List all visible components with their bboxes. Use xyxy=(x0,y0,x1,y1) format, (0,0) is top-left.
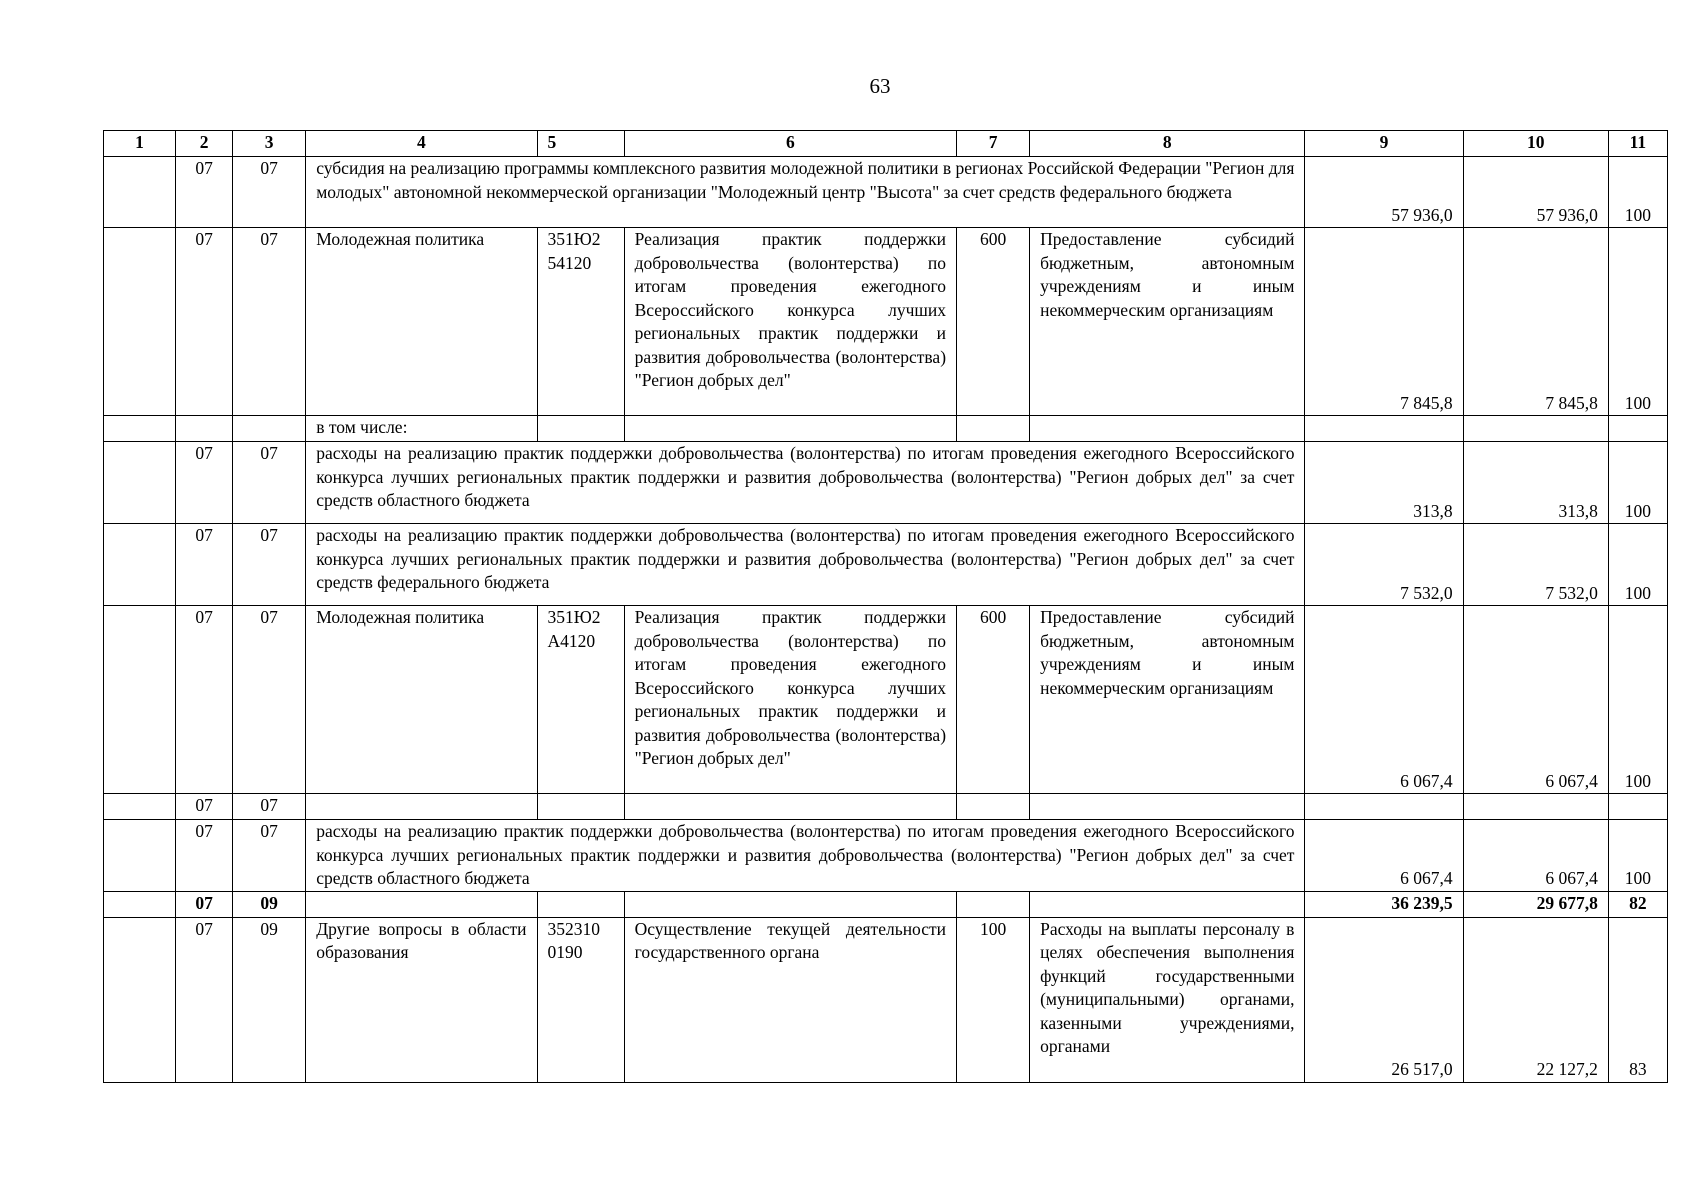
cell-plan: 7 845,8 xyxy=(1305,228,1463,416)
cell-type-code: 100 xyxy=(957,917,1030,1082)
cell-percent: 100 xyxy=(1608,606,1667,794)
cell-name: Молодежная политика xyxy=(306,606,537,794)
cell-percent: 100 xyxy=(1608,820,1667,892)
cell-description: расходы на реализацию практик поддержки добровольчества (волонтерства) по итогам проведения ежегодного Всероссийского конкурса лучших региональных практик поддержки и развития добровольчества (волонтерства) "Регион добрых дел" за счет средств федерального бюджета xyxy=(306,524,1305,606)
cell-section: 07 xyxy=(176,442,233,524)
cell-expense-desc: Реализация практик поддержки добровольчества (волонтерства) по итогам проведения ежегодного Всероссийского конкурса лучших региональных практик поддержки и развития добровольчества (волонтерства) "Регион добрых дел" xyxy=(624,228,956,416)
cell-col1 xyxy=(104,794,176,820)
cell-subsection: 07 xyxy=(233,794,306,820)
cell-col1 xyxy=(104,524,176,606)
cell-percent xyxy=(1608,416,1667,442)
cell-type-desc: Предоставление субсидий бюджетным, автономным учреждениям и иным некоммерческим организациям xyxy=(1030,606,1305,794)
budget-table xyxy=(103,130,1668,1083)
cell-subsection: 07 xyxy=(233,524,306,606)
cell-code xyxy=(537,891,624,917)
header-cell: 9 xyxy=(1305,131,1463,157)
header-row xyxy=(104,131,1668,157)
cell-type-desc xyxy=(1030,416,1305,442)
cell-section: 07 xyxy=(176,606,233,794)
cell-name xyxy=(306,794,537,820)
cell-subsection: 07 xyxy=(233,820,306,892)
table-row xyxy=(104,228,1668,416)
cell-actual: 7 845,8 xyxy=(1463,228,1608,416)
cell-percent: 83 xyxy=(1608,917,1667,1082)
cell-expense-desc xyxy=(624,891,956,917)
header-cell: 2 xyxy=(176,131,233,157)
header-cell: 1 xyxy=(104,131,176,157)
cell-actual xyxy=(1463,794,1608,820)
cell-actual: 7 532,0 xyxy=(1463,524,1608,606)
table-row xyxy=(104,416,1668,442)
cell-col1 xyxy=(104,157,176,228)
cell-section: 07 xyxy=(176,794,233,820)
table-row xyxy=(104,157,1668,228)
cell-col1 xyxy=(104,891,176,917)
header-cell: 8 xyxy=(1030,131,1305,157)
table-row xyxy=(104,794,1668,820)
header-cell: 6 xyxy=(624,131,956,157)
cell-actual: 29 677,8 xyxy=(1463,891,1608,917)
cell-subsection: 07 xyxy=(233,228,306,416)
header-cell: 7 xyxy=(957,131,1030,157)
cell-subsection: 09 xyxy=(233,891,306,917)
cell-plan: 6 067,4 xyxy=(1305,820,1463,892)
cell-plan xyxy=(1305,794,1463,820)
cell-type-code: 600 xyxy=(957,228,1030,416)
cell-section: 07 xyxy=(176,157,233,228)
cell-section xyxy=(176,416,233,442)
cell-subsection: 09 xyxy=(233,917,306,1082)
cell-actual: 6 067,4 xyxy=(1463,606,1608,794)
cell-plan: 57 936,0 xyxy=(1305,157,1463,228)
cell-percent: 100 xyxy=(1608,442,1667,524)
cell-code: 351Ю2 54120 xyxy=(537,228,624,416)
cell-actual: 6 067,4 xyxy=(1463,820,1608,892)
cell-percent xyxy=(1608,794,1667,820)
cell-type-code xyxy=(957,891,1030,917)
cell-plan xyxy=(1305,416,1463,442)
cell-code xyxy=(537,794,624,820)
cell-subsection: 07 xyxy=(233,157,306,228)
cell-col1 xyxy=(104,917,176,1082)
header-cell: 5 xyxy=(537,131,624,157)
cell-code xyxy=(537,416,624,442)
table-row xyxy=(104,524,1668,606)
cell-name: Молодежная политика xyxy=(306,228,537,416)
cell-type-code xyxy=(957,794,1030,820)
header-cell: 10 xyxy=(1463,131,1608,157)
cell-section: 07 xyxy=(176,524,233,606)
cell-expense-desc xyxy=(624,416,956,442)
cell-col1 xyxy=(104,228,176,416)
table-row xyxy=(104,442,1668,524)
cell-expense-desc: Реализация практик поддержки добровольчества (волонтерства) по итогам проведения ежегодного Всероссийского конкурса лучших региональных практик поддержки и развития добровольчества (волонтерства) "Регион добрых дел" xyxy=(624,606,956,794)
cell-subsection: 07 xyxy=(233,606,306,794)
cell-subsection: 07 xyxy=(233,442,306,524)
cell-name: в том числе: xyxy=(306,416,537,442)
header-cell: 11 xyxy=(1608,131,1667,157)
cell-type-code: 600 xyxy=(957,606,1030,794)
cell-name: Другие вопросы в области образования xyxy=(306,917,537,1082)
cell-plan: 7 532,0 xyxy=(1305,524,1463,606)
cell-code: 352310 0190 xyxy=(537,917,624,1082)
cell-expense-desc: Осуществление текущей деятельности государственного органа xyxy=(624,917,956,1082)
cell-section: 07 xyxy=(176,228,233,416)
cell-type-desc xyxy=(1030,891,1305,917)
table-row xyxy=(104,820,1668,892)
cell-description: расходы на реализацию практик поддержки добровольчества (волонтерства) по итогам проведения ежегодного Всероссийского конкурса лучших региональных практик поддержки и развития добровольчества (волонтерства) "Регион добрых дел" за счет средств областного бюджета xyxy=(306,442,1305,524)
cell-type-desc: Расходы на выплаты персоналу в целях обеспечения выполнения функций государственными (муниципальными) органами, казенными учреждениями, органами xyxy=(1030,917,1305,1082)
cell-name xyxy=(306,891,537,917)
cell-col1 xyxy=(104,416,176,442)
cell-actual: 22 127,2 xyxy=(1463,917,1608,1082)
cell-type-code xyxy=(957,416,1030,442)
cell-code: 351Ю2 А4120 xyxy=(537,606,624,794)
cell-actual xyxy=(1463,416,1608,442)
page-number: 63 xyxy=(869,74,891,98)
cell-col1 xyxy=(104,442,176,524)
cell-plan: 313,8 xyxy=(1305,442,1463,524)
cell-subsection xyxy=(233,416,306,442)
cell-col1 xyxy=(104,606,176,794)
cell-percent: 100 xyxy=(1608,524,1667,606)
cell-type-desc: Предоставление субсидий бюджетным, автономным учреждениям и иным некоммерческим организациям xyxy=(1030,228,1305,416)
cell-percent: 100 xyxy=(1608,157,1667,228)
cell-plan: 26 517,0 xyxy=(1305,917,1463,1082)
cell-expense-desc xyxy=(624,794,956,820)
cell-actual: 313,8 xyxy=(1463,442,1608,524)
cell-col1 xyxy=(104,820,176,892)
table-row xyxy=(104,917,1668,1082)
cell-description: расходы на реализацию практик поддержки добровольчества (волонтерства) по итогам проведения ежегодного Всероссийского конкурса лучших региональных практик поддержки и развития добровольчества (волонтерства) "Регион добрых дел" за счет средств областного бюджета xyxy=(306,820,1305,892)
total-row xyxy=(104,891,1668,917)
cell-percent: 100 xyxy=(1608,228,1667,416)
cell-actual: 57 936,0 xyxy=(1463,157,1608,228)
cell-section: 07 xyxy=(176,891,233,917)
cell-section: 07 xyxy=(176,820,233,892)
table-row xyxy=(104,606,1668,794)
cell-type-desc xyxy=(1030,794,1305,820)
header-cell: 4 xyxy=(306,131,537,157)
cell-percent: 82 xyxy=(1608,891,1667,917)
cell-plan: 36 239,5 xyxy=(1305,891,1463,917)
header-cell: 3 xyxy=(233,131,306,157)
cell-section: 07 xyxy=(176,917,233,1082)
cell-description: субсидия на реализацию программы комплексного развития молодежной политики в регионах Российской Федерации "Регион для молодых" автономной некоммерческой организации "Молодежный центр "Высота" за счет средств федерального бюджета xyxy=(306,157,1305,228)
cell-plan: 6 067,4 xyxy=(1305,606,1463,794)
